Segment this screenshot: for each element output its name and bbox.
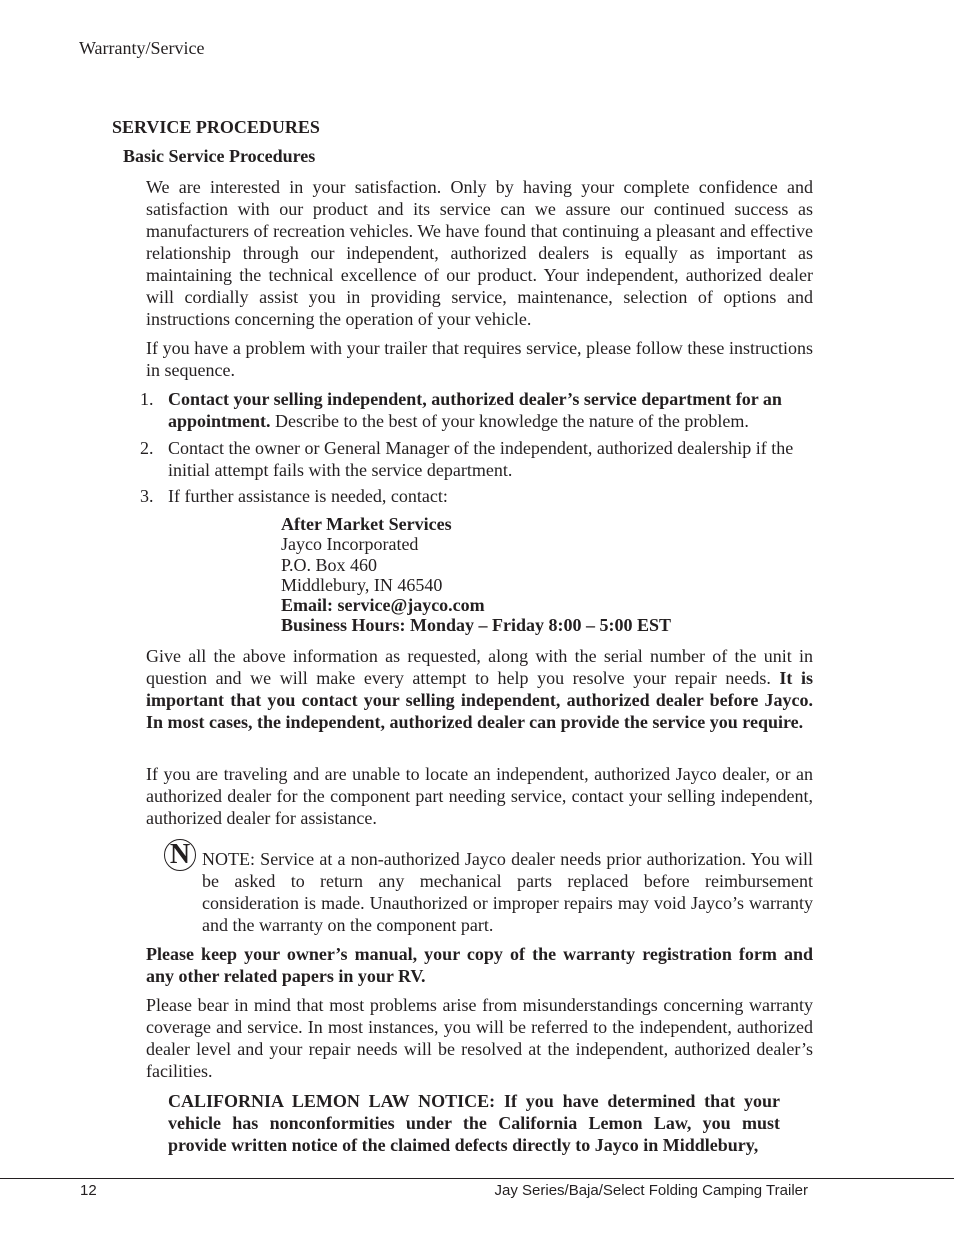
contact-dept: After Market Services bbox=[281, 514, 452, 534]
subsection-title: Basic Service Procedures bbox=[123, 146, 316, 166]
step-number: 1. bbox=[140, 389, 154, 409]
section-title: SERVICE PROCEDURES bbox=[112, 117, 320, 137]
step-3: If further assistance is needed, contact: bbox=[168, 486, 448, 506]
problem-intro-paragraph: If you have a problem with your trailer that requires service, please follow these instructions in sequence. bbox=[146, 338, 813, 380]
step-number: 2. bbox=[140, 438, 154, 458]
give-info-paragraph bbox=[146, 645, 813, 733]
note-icon: N bbox=[164, 839, 196, 871]
keep-manual-paragraph: Please keep your owner’s manual, your copy of the warranty registration form and any other related papers in your RV. bbox=[146, 944, 813, 986]
step-number: 3. bbox=[140, 486, 154, 506]
footer-product-title: Jay Series/Baja/Select Folding Camping Trailer bbox=[494, 1182, 808, 1199]
step-2: Contact the owner or General Manager of the independent, authorized dealership if the initial attempt fails with the service department. bbox=[168, 438, 794, 480]
bear-in-mind-paragraph: Please bear in mind that most problems arise from misunderstandings concerning warranty coverage and service. In most instances, you will be referred to the independent, authorized dealer level and your repair needs will be resolved at the independent, authorized dealer’s facilities. bbox=[146, 995, 813, 1081]
note-text: NOTE: Service at a non-authorized Jayco dealer needs prior authorization. You will be asked to return any mechanical parts replaced before reimbursement consideration is made. Unauthorized or improper repairs may void Jayco’s warranty and the warranty on the component part. bbox=[202, 849, 813, 935]
contact-city: Middlebury, IN 46540 bbox=[281, 574, 443, 595]
intro-paragraph: We are interested in your satisfaction. Only by having your complete confidence and satisfaction with our product and its service can we assure our continued success as manufacturers of recreation vehicles. We have found that continuing a pleasant and effective relationship through our independent, authorized dealers is equally as important as maintaining the technical excellence of our product. Your independent, authorized dealer will cordially assist you in providing service, maintenance, selection of options and instructions concerning the operation of your vehicle. bbox=[146, 177, 813, 329]
step-1-text: Describe to the best of your knowledge the nature of the problem. bbox=[270, 411, 749, 431]
lemon-law-notice: CALIFORNIA LEMON LAW NOTICE: If you have determined that your vehicle has nonconformities under the California Lemon Law, you must provide written notice of the claimed defects directly to Jayco in Middlebury, bbox=[168, 1091, 780, 1155]
give-info-bold: It is important that you contact your selling independent, authorized dealer before Jayco. In most cases, the independent, authorized dealer can provide the service you require. bbox=[146, 668, 813, 732]
contact-hours: Business Hours: Monday – Friday 8:00 – 5:00 EST bbox=[281, 615, 672, 636]
page-number: 12 bbox=[80, 1182, 97, 1199]
contact-email: Email: service@jayco.com bbox=[281, 595, 485, 616]
contact-address bbox=[281, 514, 671, 636]
contact-po-box: P.O. Box 460 bbox=[281, 554, 378, 575]
running-header: Warranty/Service bbox=[79, 38, 205, 58]
traveling-paragraph: If you are traveling and are unable to locate an independent, authorized Jayco dealer, or an authorized dealer for the component part needing service, contact your selling independent, authorized dealer for assistance. bbox=[146, 764, 813, 828]
give-info-text: Give all the above information as requested, along with the serial number of the unit in question and we will make every attempt to help you resolve your repair needs. bbox=[146, 646, 813, 688]
step-1 bbox=[168, 388, 813, 432]
contact-company: Jayco Incorporated bbox=[281, 534, 419, 555]
step-1-bold: Contact your selling independent, authorized dealer’s service department for an appointment. bbox=[168, 389, 782, 431]
footer-divider bbox=[0, 1178, 954, 1179]
